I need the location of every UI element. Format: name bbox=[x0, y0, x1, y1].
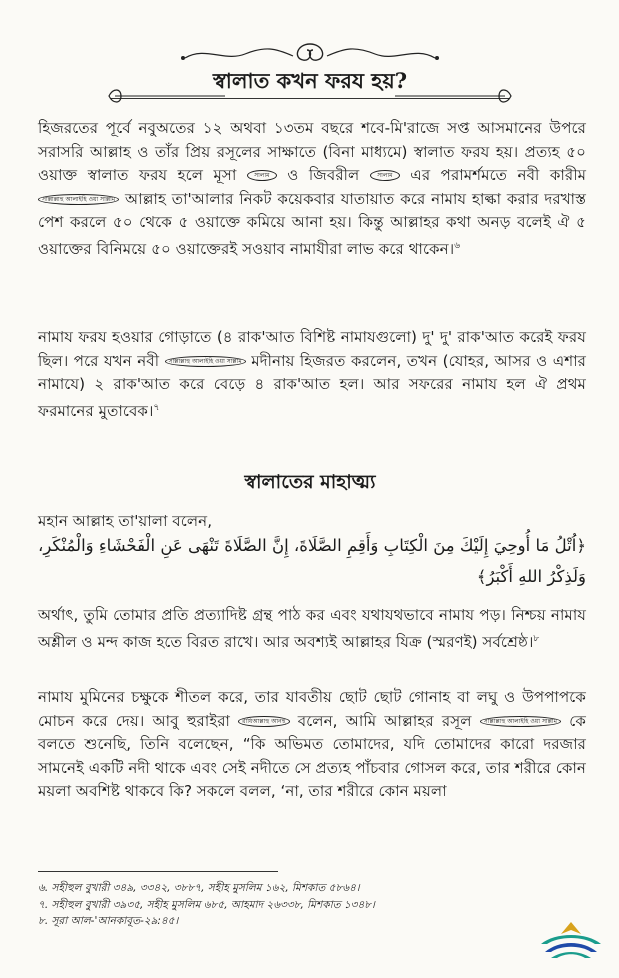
para4-text-c: কে বলতে শুনেছি, তিনি বলেছেন, “কি অভিমত তোমাদের, যদি তোমাদের কারো দরজার সামনেই একটি নদী থাকে এবং সেই নদীতে সে প্রত্যহ পাঁচবার গোসল করে, তার শরীরে কোন ময়লা অবশিষ্ট থাকবে কি? সকলে বলল, ‘না, তার শরীরে কোন ময়লা bbox=[38, 711, 586, 801]
honorific-ra-icon: রাযিআল্লাহু আনহু bbox=[238, 716, 289, 727]
paragraph-4 bbox=[38, 686, 586, 804]
para3-text: অর্থাৎ, তুমি তোমার প্রতি প্রত্যাদিষ্ট গ্রন্থ পাঠ কর এবং যথাযথভাবে নামায পড়। নিশ্চয় নামায অশ্লীল ও মন্দ কাজ হতে বিরত রাখে। আর অবশ্যই আল্লাহর যিক্র (স্মরণই) সর্বশ্রেষ্ঠ। bbox=[38, 606, 586, 651]
honorific-peace-icon: সালাম bbox=[370, 170, 400, 181]
footnotes bbox=[38, 880, 558, 930]
footnote-ref-7: ৭ bbox=[153, 402, 160, 413]
honorific-saw-icon: সাল্লাল্লাহু আলাইহি ওয়া সাল্লাম bbox=[480, 716, 561, 727]
paragraph-3 bbox=[38, 604, 586, 654]
para2-text-a: নামায ফরয হওয়ার গোড়াতে (৪ রাক'আত বিশিষ্ট নামাযগুলো) দু' দু' রাক'আত করেই ফরয ছিল। পরে যখন নবী bbox=[38, 328, 586, 370]
honorific-peace-icon: সালাম bbox=[247, 170, 277, 181]
footnote-ref-6: ৬ bbox=[454, 240, 461, 251]
publisher-logo-icon bbox=[535, 918, 607, 962]
para2-text-b: মদীনায় হিজরত করলেন, তখন (যোহর, আসর ও এশার নামাযে) ২ রাক'আত করে বেড়ে ৪ রাক'আত হল। আর সফরের নামায হল ঐ প্রথম ফরমানের মুতাবেক। bbox=[38, 351, 587, 420]
ornament-bottom bbox=[105, 86, 515, 108]
ornament-top bbox=[175, 40, 445, 66]
para1-text-d: আল্লাহ তা'আলার নিকট কয়েকবার যাতায়াত করে নামায হাল্কা করার দরখাস্ত পেশ করলে ৫০ থেকে ৫ ওয়াক্তে কমিয়ে আনা হয়। কিন্তু আল্লাহর কথা অনড় বলেই ঐ ৫ ওয়াক্তের বিনিময়ে ৫০ ওয়াক্তেরই সওয়াব নামাযীরা লাভ করে থাকেন। bbox=[38, 189, 586, 259]
footnote-6: ৬. সহীহুল বুখারী ৩৪৯, ৩৩৪২, ৩৮৮৭, সহীহ মুসলিম ১৬২, মিশকাত ৫৮৬৪। bbox=[38, 882, 360, 894]
para1-text-a: হিজরতের পূর্বে নবুঅতের ১২ অথবা ১৩তম বছরে শবে-মি'রাজে সপ্ত আসমানের উপরে সরাসরি আল্লাহ ও তাঁর প্রিয় রসূলের সাক্ষাতে (বিনা মাধ্যমে) স্বালাত ফরয হয়। প্রত্যহ ৫০ ওয়াক্ত স্বালাত ফরয হলে মূসা bbox=[38, 119, 586, 185]
intro-line: মহান আল্লাহ তা'য়ালা বলেন, bbox=[38, 512, 213, 530]
para4-text-b: বলেন, আমি আল্লাহর রসূল bbox=[297, 711, 472, 730]
paragraph-1 bbox=[38, 117, 586, 262]
section-heading: স্বালাতের মাহাত্ম্য bbox=[244, 471, 376, 493]
para1-text-b: ও জিবরীল bbox=[287, 166, 360, 185]
para4-text-a: নামায মুমিনের চক্ষুকে শীতল করে, তার যাবতীয় ছোট ছোট গোনাহ বা লঘু ও উপপাপকে মোচন করে দেয়। আবু হুরাইরা bbox=[38, 688, 586, 730]
chapter-title: স্বালাত কখন ফরয হয়? bbox=[110, 64, 510, 99]
footnote-ref-8: ৮ bbox=[533, 633, 540, 644]
footnote-8: ৮. সূরা আল-'আনকাবূত-২৯:৪৫। bbox=[38, 915, 179, 927]
honorific-saw-icon: সাল্লাল্লাহু আলাইহি ওয়া সাল্লাম bbox=[165, 356, 246, 367]
paragraph-2 bbox=[38, 326, 586, 423]
arabic-verse: ﴿اُتْلُ مَا أُوحِيَ إِلَيْكَ مِنَ الْكِتَابِ وَأَقِمِ الصَّلَاةَ، إِنَّ الصَّلَاةَ تَنْهَى عَنِ الْفَحْشَاءِ وَالْمُنْكَرِ، وَلَذِكْرُ اللهِ أَكْبَرُ﴾ bbox=[38, 536, 586, 586]
footnote-divider bbox=[38, 871, 278, 872]
honorific-saw-icon: সাল্লাল্লাহু আলাইহি ওয়া সাল্লাম bbox=[38, 194, 119, 205]
footnote-7: ৭. সহীহুল বুখারী ৩৯৩৫, সহীহ মুসলিম ৬৮৫, আহমাদ ২৬৩৩৮, মিশকাত ১৩৪৮। bbox=[38, 898, 375, 911]
para1-text-c: এর পরামর্শমতে নবী কারীম bbox=[410, 166, 587, 185]
